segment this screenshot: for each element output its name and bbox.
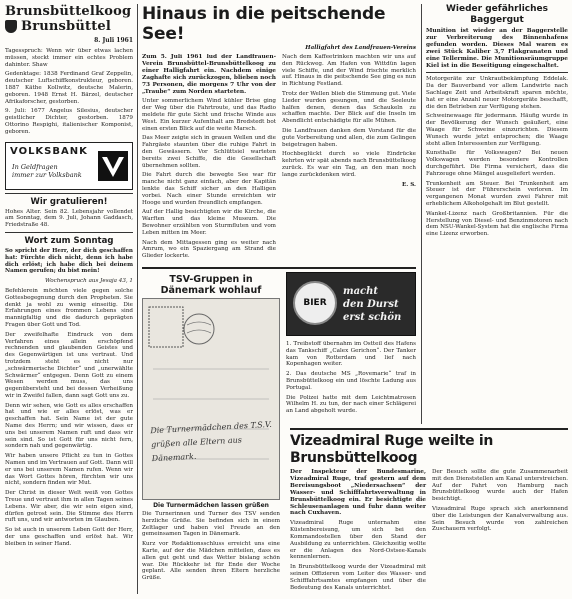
sunday-source: Wochenspruch aus Jesaja 43, 1 [44,278,133,285]
postcard-caption: Die Turnermädchen lassen grüßen [153,502,269,509]
news-block-1: Motorgeräte zur Unkrautbekämpfung Eddelak. Da der Bauverband vor allem Landwirte nach Sachlage Zeit und Arbeitskraft sparen möchte, hat er eine Anzahl neuer Motorgeräte beschafft, die den Betrieben zur Verfügung stehen. [426,76,568,110]
beer-slogan [343,285,401,324]
volksbank-slogan [12,163,82,179]
note-1: 1. Treibstoff übernahm im Ostteil des Hafens das Tankschiff „Calex Gerichon“. Der Tanker kam von Rotterdam und lief nach Kopenhagen weiter. [286,341,416,368]
note-3: Die Polizei hatte mit dem Leichtmatrosen Wilhelm H. zu tun, der nach einer Schlägerei an Land abgeholt wurde. [286,394,416,415]
sunday-para-5: Der Christ in dieser Welt weiß von Gottes Treue und vertraut ihm in allen Tagen seines Lebens. Wir aber, die wir sein eigen sind, dürfen getrost sein. Die Stimme des Herrn ruft uns, und wir antworten im Glauben. [5,490,133,524]
ruge-c2-p1: Der Besuch sollte die gute Zusammenarbeit mit den Dienststellen am Kanal unterstreichen. Auf der Fahrt von Hamburg nach Brunsbüttelkoog wurde auch der Hafen besichtigt. [432,469,568,503]
masthead [5,4,133,34]
main-lead: Zum 5. Juli 1961 lud der Landfrauen-Verein Brunsbüttel-Brunsbüttelkoog zu einer Halligfahrt ein. Nachdem einige Zaghafte sich zurückzogen, blieben noch 73 Personen, die morgens 7 Uhr von der „Traube“ zum Norden starteten. [142,54,276,95]
main-c1-p1: Unter sommerlichem Wind kühler Brise ging der Weg über die Fahrtroute, und das Radio meldete für gute Sicht und frische Winde aus West. Ein kurzer Aufenthalt am Bredstedt bot einen ersten Blick auf die weite Marsch. [142,98,276,132]
ruge-headline: Vizeadmiral Ruge weilte in Brunsbüttelkoog [290,433,494,466]
main-article [142,54,416,264]
sunday-para-2: Der zweifelhafte Eindruck von dem Verfahren eines allein erschöpfend rechnenden und glaubenden Geistes und des Gegenwärtigen ist uns vertraut. Und trotzdem steht es nicht nur „schwärmerische Dichter“ und „unerwählte Schwärmer“ entgegen. Denn Gott zu einem Wesen werden muss, das uns gegenübersteht und bei dessen Verheißung wir in Zweifel fallen, dann sagt Gott uns zu. [5,331,133,399]
main-c1-p3: Die Fahrt durch die bewegte See war für manche nicht ganz einfach, aber der Kapitän lenkte das Schiff sicher an den Halligen vorbei. Nach einer Stunde erreichten wir Hooge und wurden freundlich empfangen. [142,172,276,206]
volksbank-ad [5,142,133,190]
beer-slogan-line1: macht [343,286,379,297]
congrats-title: Wir gratulieren! [30,196,108,207]
tsv-title: TSV-Gruppen in Dänemark wohlauf [160,274,262,296]
news-block-5: Wankel-Lizenz nach Großbritannien. Für die Herstellung von Diesel- und Benzinmotoren nach dem NSU-Wankel-System hat die englische Firma eine Lizenz erworben. [426,210,568,238]
ruge-lead: Der Inspekteur der Bundesmarine, Vizeadmiral Ruge, traf gestern auf dem Bereisungsboot „Niedersachsen“ der Wasser- und Schifffahrtsverwaltung in Brunsbüttelkoog ein. Er besichtigte die Schleusenanlagen und fuhr dann weiter nach Cuxhaven. [290,469,426,517]
main-c1-p2: Das Meer zeigte sich in grauen Wellen und die Fahrgäste staunten über die ruhige Fahrt in den Gewässern. Vor Schlüttsiel warteten bereits zwei Schiffe, die die Gesellschaft übernehmen sollten. [142,135,276,169]
main-byline: Halligfahrt des Landfrauen-Vereins [305,45,416,51]
sunday-para-1: Befehlerein möchten viele gegen solche Gottesbegegnung durch den Propheten. Sie denkt ja wohl zu wenig einseitig. Die Erfahrungen eines frommen Lebens sind mannigfaltig und die dadurch geprägten Fragen über Gott und Tod. [5,287,133,328]
tsv-text-1: Die Turnerinnen und Turner des TSV senden herzliche Grüße. Sie befinden sich in einem Zeltlager und haben viel Freude an den gemeinsamen Tagen in Dänemark. [142,511,280,538]
munition-title: Wieder gefährliches Baggergut [446,4,548,25]
news-block-2: Schweinewaage für jedermann. Häufig wurde in der Bevölkerung der Wunsch geäußert, eine Waage für Schweine einzurichten. Diesem Wunsch wurde jetzt entsprochen; die Waage steht allen Interessenten zur Verfügung. [426,113,568,147]
sunday-para-6: So ist auch in unserem Leben Gott der Herr, der uns geschaffen und erlöst hat. Wir bleiben in seiner Hand. [5,527,133,547]
main-c2-p1: Nach dem Kaffeetrinken machten wir uns auf den Rückweg. Am Hafen von Wittdün lagen viele Schiffe, und der Wind frischte merklich auf. Hinaus in die peitschende See ging es nun in Richtung Festland. [282,54,416,88]
volksbank-slogan-line2: immer zur Volksbank [12,170,82,179]
news-block-4: Trunkenheit am Steuer. Bei Trunkenheit am Steuer ist der Führerschein verloren. Im vergangenen Monat wurden zwei Fahrer mit erheblichem Alkoholgehalt im Blut gestellt. [426,180,568,207]
issue-date: 8. Juli 1961 [94,37,133,44]
beer-logo: BIER [293,281,337,325]
sunday-title: Wort zum Sonntag [24,235,114,246]
congrats-text: Hohes Alter. Sein 82. Lebensjahr vollendet am Sonntag, dem 9. Juli, Johann Gaddasch, Friedstraße 48. [5,208,133,229]
column-divider [137,4,138,594]
munition-lead: Munition ist wieder an der Baggerstelle zur Verbreiterung des Binnenhafens gefunden worden. Dieses Mal waren es zwei Stück Kaliber 3,7 Flakgranaten und eine Tellermine. Die Munitionsräumgruppe Kiel ist in die Beseitigung eingeschaltet. [426,28,568,69]
sunday-para-3: Denn wir sehen, wie Gott es alles erschaffen hat und wie er alles erlöst, was er geschaffen hat. Sein Name ist der gute Name des Herrn; und wir wissen, dass er uns bei unserem Namen ruft und dass wir sein sind. So ist Gott für uns nicht fern, sondern nah und gegenwärtig. [5,402,133,450]
volksbank-logo-icon [98,151,128,181]
beer-slogan-line3: erst schön [343,312,402,323]
main-c1-p5: Nach dem Mittagessen ging es weiter nach Amrum, wo ein Spaziergang am Strand die Glieder lockerte. [142,239,276,260]
postcard-handwriting: Die Turnermädchen des T.S.V. grüßen alle Eltern aus Dänemark. [150,419,273,464]
ruge-c1-p1: Vizeadmiral Ruge unternahm eine Küstenbereisung, um sich bei den Kommandostellen über den Stand der Ausbildung zu unterrichten. Gleichzeitig wollte er die Anlagen des Nord-Ostsee-Kanals kennenlernen. [290,520,426,561]
main-c2-p3: Die Landfrauen danken dem Vorstand für die gute Vorbereitung und allen, die zum Gelingen beigetragen haben. [282,127,416,148]
town-crest-icon [5,20,17,33]
ruge-c1-p2: In Brunsbüttelkoog wurde der Vizeadmiral mit seinen Offizieren vom Leiter des Wasser- und Schifffahrtsamtes empfangen und über die Bedeutung des Kanals unterrichtet. [290,564,426,591]
tsv-article [142,272,280,585]
main-headline: Hinaus in die peitschende See! [142,4,386,44]
volksbank-name: VOLKSBANK [10,145,88,157]
news-block-3: Kunsthalle für Volkswagen? Bei neuen Volkswagen werden besondere Kontrollen durchgeführt. Die Firma versichert, dass die Fahrzeuge ohne Mängel ausgeliefert werden. [426,150,568,177]
ruge-c2-p2: Vizeadmiral Ruge sprach sich anerkennend über die Leistungen der Kanalverwaltung aus. Sein Besuch wurde von zahlreichen Zuschauern verfolgt. [432,505,568,533]
main-c2-p2: Trotz der Wellen blieb die Stimmung gut. Viele Lieder wurden gesungen, und die Seeleute halfen denen, denen das Schaukeln zu schaffen machte. Der Blick auf die Inseln im Abendlicht entschädigte für alle Mühen. [282,90,416,125]
left-column [5,4,133,596]
masthead-line2: Brunsbüttel [21,19,112,34]
ruge-columns [290,469,568,594]
postcard-photo [142,298,280,500]
tsv-text-2: Kurz vor Redaktionsschluss erreicht uns eine Karte, auf der die Mädchen mitteilen, dass es allen gut geht und das Wetter bislang schön war. Die Rückkehr ist für Ende der Woche geplant. Alle senden ihren Eltern herzliche Grüße. [142,541,280,582]
main-signature: E. S. [402,181,416,188]
postcard-stamp-icon [143,299,279,497]
volksbank-slogan-line1: In Geldfragen [12,162,58,171]
main-c1-p4: Auf der Hallig besichtigten wir die Kirche, die Warften und das kleine Museum. Die Bewohner erzählten von Sturmfluten und vom Leben mitten im Meer. [142,209,276,236]
column-divider-2 [421,4,422,424]
masthead-line1: Brunsbüttelkoog [5,4,132,19]
main-c2-p4: Hochbeglückt durch so viele Eindrücke kehrten wir spät abends nach Brunsbüttelkoog zurück. Es war ein Tag, an den man noch lange zurückdenken wird. [282,151,416,178]
beer-slogan-line2: den Durst [343,299,399,310]
ruge-article [290,428,568,596]
beer-ad [286,272,416,336]
almanac-3: 9. Juli: 1677 Angelus Silesius, deutscher geistlicher Dichter, gestorben. 1879 Ottorino Respighi, italienischer Komponist, geboren. [5,108,133,135]
right-column [426,4,568,424]
note-2: 2. Das deutsche MS „Rovemarie“ traf in Brunsbüttelkoog ein und löschte Ladung aus Portugal. [286,371,416,391]
sunday-para-4: Wir haben unsere Pflicht zu tun in Gottes Namen und im Vertrauen auf Gott. Dann will er uns bei unserem Namen rufen. Wenn wir das Wort Gottes hören, fürchten wir uns nicht, sondern finden wir Mut. [5,453,133,487]
almanac-2: Gedenktage: 1838 Ferdinand Graf Zeppelin, deutscher Luftschiffkonstrukteur, geboren. 1887 Käthe Kollwitz, deutsche Malerin, geboren. 1948 Ernst H. Bärzel, deutscher Afrikaforscher, gestorben. [5,71,133,105]
almanac-1: Tagesspruch: Wenn wir über etwas lachen müssen, steckt immer ein echtes Problem dahinter. Shaw [5,48,133,68]
sunday-verse: So spricht der Herr, der dich geschaffen hat: Fürchte dich nicht, denn ich habe dich erlöst; ich habe dich bei deinem Namen gerufen; du bist mein! [5,247,133,275]
